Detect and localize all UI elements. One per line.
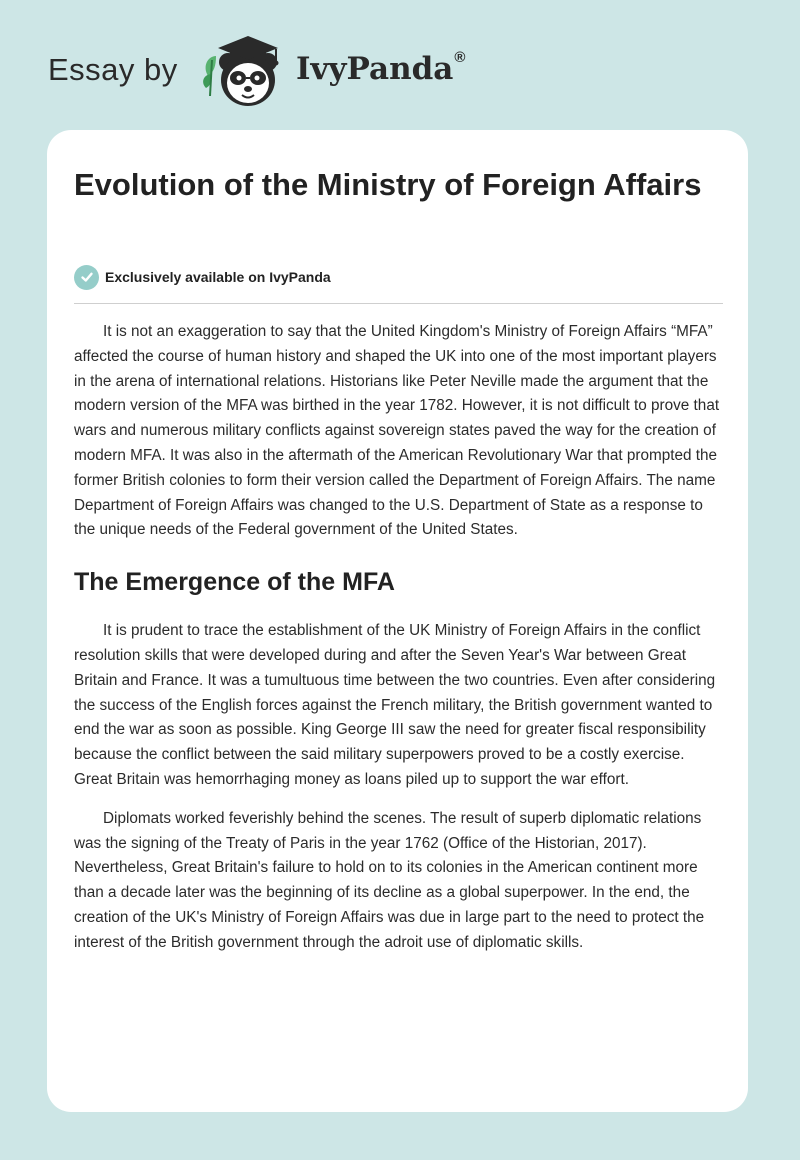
panda-graduate-icon (200, 26, 292, 112)
essay-card (47, 130, 748, 1112)
brand-name: IvyPanda® (296, 49, 466, 87)
badge-label: Exclusively available on IvyPanda (105, 269, 331, 285)
exclusive-badge (74, 264, 331, 290)
section-paragraph: Diplomats worked feverishly behind the scenes. The result of superb diplomatic relations was the signing of the Treaty of Paris in the year 1762 (Office of the Historian, 2017). Nevertheless, Great Britain's failure to hold on to its colonies in the American continent more than a decade later was the beginning of its decline as a global superpower. In the end, the creation of the UK's Ministry of Foreign Affairs was due in large part to the need to protect the interest of the British government through the adroit use of diplomatic skills. (74, 809, 705, 951)
brand-prefix: Essay by (48, 52, 178, 87)
intro-paragraph: It is not an exaggeration to say that the United Kingdom's Ministry of Foreign Affairs “MFA” affected the course of human history and shaped the UK into one of the most important players in the arena of international relations. Historians like Peter Neville made the argument that the modern version of the MFA was birthed in the year 1782. However, it is not difficult to prove that wars and numerous military conflicts against sovereign states paved the way for the creation of modern MFA. It was also in the aftermath of the American Revolutionary War that prompted the former British colonies to form their version called the Department of Foreign Affairs. The name Department of Foreign Affairs was changed to the U.S. Department of State as a response to the unique needs of the Federal government of the United States. (74, 323, 720, 539)
registered-mark: ® (454, 49, 466, 66)
check-icon (74, 265, 99, 290)
article-body (74, 320, 724, 970)
divider (74, 303, 723, 304)
brand-header (48, 26, 508, 116)
page-title: Evolution of the Ministry of Foreign Affairs (74, 167, 702, 202)
section-heading: The Emergence of the MFA (74, 568, 395, 597)
section-paragraph: It is prudent to trace the establishment of the UK Ministry of Foreign Affairs in the conflict resolution skills that were developed during and after the Seven Year's War between Great Britain and France. It was a tumultuous time between the two countries. Even after considering the success of the English forces against the French military, the British government wanted to end the war as soon as possible. King George III saw the need for greater fiscal responsibility because the conflict between the said military superpowers proved to be a costly exercise. Great Britain was hemorrhaging money as loans piled up to support the war effort. (74, 622, 716, 788)
